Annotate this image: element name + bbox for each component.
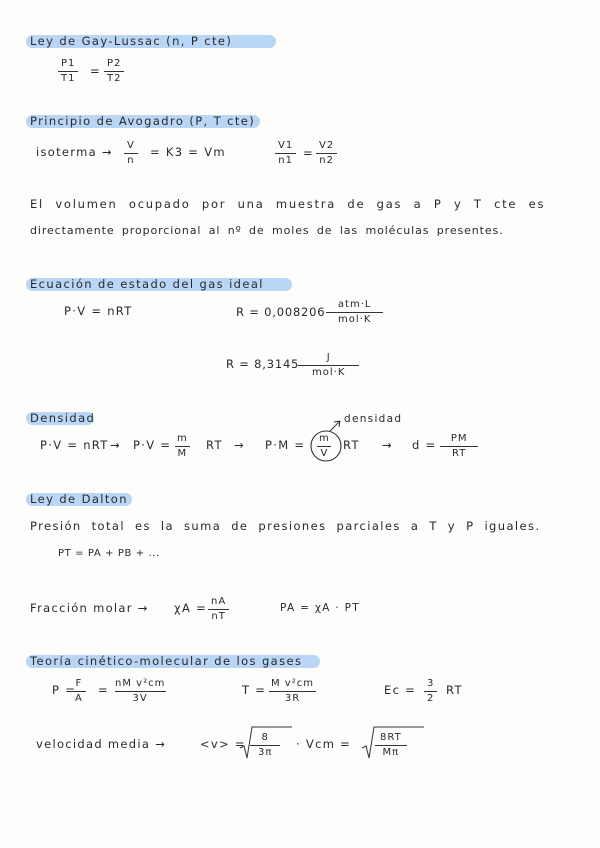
densidad-eq-d: d =: [412, 438, 437, 452]
kinetic-energy-label: Ec =: [384, 683, 417, 697]
densidad-annotation: densidad: [344, 413, 403, 425]
avogadro-constant: = K3 = Vm: [150, 145, 226, 159]
fraccion-molar-label: Fracción molar →: [30, 601, 149, 615]
arrow-1: →: [110, 438, 121, 452]
densidad-eq-b: P·V =: [133, 438, 172, 452]
heading-dalton: Ley de Dalton: [30, 492, 128, 506]
vcm-label: · Vcm =: [296, 737, 352, 751]
fraction-3-2: $\frac{3}{2}$: [424, 678, 437, 705]
fraction-atm-l-mol-k: atm·L mol·K: [326, 299, 383, 326]
densidad-eq-c: P·M =: [265, 438, 306, 452]
rt-term-c: RT: [343, 438, 360, 452]
chi-a-label: χA =: [174, 601, 208, 615]
fraction-v2-n2: $\frac{V2}{n2}$: [316, 140, 337, 167]
equals-sign: =: [98, 683, 109, 697]
circle-m-v: [311, 431, 341, 461]
heading-cinetico-molecular: Teoría cinético-molecular de los gases: [30, 654, 303, 668]
fraction-v1-n1: $\frac{V1}{n1}$: [275, 140, 296, 167]
partial-pressure-equation: PA = χA · PT: [280, 602, 360, 614]
dalton-text: Presión total es la suma de presiones parciales a T y P iguales.: [30, 519, 541, 533]
fraction-p2-t2: $\frac{P2}{T2}$: [104, 58, 124, 85]
fraction-mv2-3r: $\frac{\text{M v²cm}}{3R}$: [268, 678, 317, 705]
total-pressure-equation: PT = PA + PB + ...: [58, 548, 160, 559]
heading-avogadro: Principio de Avogadro (P, T cte): [30, 114, 256, 128]
temperature-label: T =: [242, 683, 267, 697]
fraction-nmv2-3v: $\frac{\text{nM v²cm}}{3V}$: [115, 678, 166, 704]
avogadro-text-line1: El volumen ocupado por una muestra de gas a P y T cte es: [30, 197, 546, 211]
rt-term-ec: RT: [446, 683, 463, 697]
isoterma-label: isoterma →: [36, 145, 113, 159]
avogadro-text-line2: directamente proporcional al nº de moles de las moléculas presentes.: [30, 224, 504, 237]
equals-sign: =: [303, 146, 314, 160]
mean-velocity-symbol: <v> =: [200, 737, 246, 751]
fraction-m-M: $\frac{m}{M}$: [174, 433, 191, 460]
arrow-3: →: [382, 438, 393, 452]
arrow-2: →: [234, 438, 245, 452]
fraction-p1-t1: $\frac{P1}{T1}$: [58, 58, 78, 85]
equals-sign: =: [90, 64, 101, 78]
velocidad-media-label: velocidad media →: [36, 737, 167, 751]
pressure-label: P =: [52, 683, 77, 697]
fraction-8rt-mpi: $\frac{8RT}{M\pi}$: [372, 732, 410, 759]
densidad-pointer-arrow: [330, 421, 340, 431]
fraction-8-3pi: $\frac{8}{3\pi}$: [250, 732, 280, 759]
fraction-j-mol-k: J mol·K: [298, 352, 359, 379]
rt-term: RT: [206, 438, 223, 452]
heading-gas-ideal: Ecuación de estado del gas ideal: [30, 277, 264, 291]
sqrt-sign-1: [240, 727, 292, 758]
fraction-f-a: $\frac{F}{A}$: [72, 678, 86, 705]
fraction-v-n: $\frac{V}{n}$: [124, 140, 138, 167]
fraction-na-nt: $\frac{nA}{nT}$: [208, 596, 229, 623]
fraction-m-v-circled: $\frac{m}{V}$: [319, 433, 330, 459]
heading-densidad: Densidad: [30, 411, 96, 425]
densidad-eq-a: P·V = nRT: [40, 438, 109, 452]
r-constant-atm: R = 0,008206: [236, 305, 326, 319]
heading-gay-lussac: Ley de Gay-Lussac (n, P cte): [30, 34, 233, 48]
ideal-gas-equation: P·V = nRT: [64, 304, 133, 318]
r-constant-j: R = 8,3145: [226, 357, 300, 371]
fraction-pm-rt: $\frac{PM}{RT}$: [440, 433, 478, 460]
sqrt-sign-2: [362, 727, 424, 758]
